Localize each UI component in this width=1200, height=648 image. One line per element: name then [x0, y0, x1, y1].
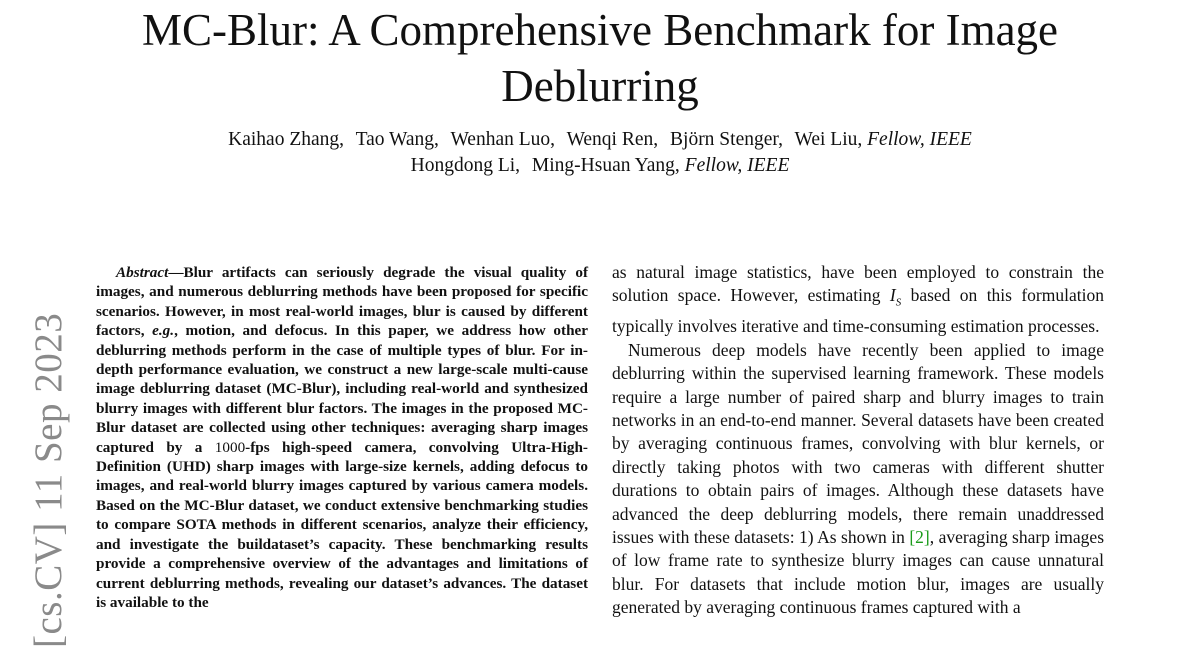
- abstract-dash: —: [168, 264, 184, 281]
- author-honor: Fellow, IEEE: [684, 155, 790, 176]
- author-name: Björn Stenger,: [670, 129, 783, 150]
- abstract-paragraph: [96, 263, 588, 612]
- body-text: based on this formulation typically involves iterative and time-consuming estimation processes.: [612, 285, 1104, 337]
- paper-title: [80, 2, 1120, 114]
- author-line-2: [100, 153, 1100, 179]
- author-line-1: [100, 127, 1100, 153]
- citation-link[interactable]: [2]: [909, 526, 930, 547]
- body-column-right: [612, 261, 1104, 620]
- fps-value: 1000: [214, 438, 246, 456]
- author-name: Tao Wang,: [355, 129, 439, 150]
- author-list: [100, 127, 1100, 179]
- body-text: as natural image statistics, have been employed to constrain the solution space. However, estimating: [612, 262, 1104, 306]
- abstract-text-2: , motion, and defocus. In this paper, we address how other deblurring methods perform in the case of multiple types of blur. For in-depth performance evaluation, we construct a new large-scale multi-cause image deblurring dataset (MC-Blur), including real-world and synthesized blurry images with different blur factors. The images in the proposed MC-Blur dataset are collected using other techniques: averaging sharp images captured by a: [96, 322, 588, 456]
- author-name: Hongdong Li,: [410, 155, 521, 176]
- body-paragraph-2: [612, 339, 1104, 620]
- title-line-1: MC-Blur: A Comprehensive Benchmark for Image: [141, 5, 1059, 55]
- abstract-eg: e.g.: [152, 322, 175, 340]
- abstract-block: [96, 263, 588, 612]
- body-text: Numerous deep models have recently been applied to image deblurring within the supervised learning framework. These models require a large number of paired sharp and blurry images to train networks in an end-to-end manner. Several datasets have been created by averaging continuous frames, convolving with blur kernels, or directly taking photos with two cameras with different shutter durations to obtain pairs of images. Although these datasets have advanced the deep deblurring models, there remain unaddressed issues with these datasets: 1) As shown in: [612, 339, 1104, 547]
- author-name: Ming-Hsuan Yang,: [531, 155, 680, 176]
- title-line-2: Deblurring: [501, 61, 699, 111]
- abstract-label: Abstract: [116, 264, 169, 281]
- abstract-text-3: -fps high-speed camera, convolving Ultra-High-Definition (UHD) sharp images with large-size kernels, adding defocus to images, and real-world blurry images captured by various camera models. Based on the MC-Blur dataset, we conduct extensive benchmarking studies to compare SOTA methods in different scenarios, analyze their efficiency, and investigate the buildataset’s capacity. These benchmarking results provide a comprehensive overview of the advantages and limitations of current deblurring methods, revealing our dataset’s advances. The dataset is available to the: [96, 438, 588, 611]
- author-name: Wenqi Ren,: [566, 129, 659, 150]
- math-subscript: S: [895, 296, 902, 309]
- math-symbol: [889, 285, 902, 309]
- math-base: I: [889, 285, 896, 306]
- body-paragraph-1: [612, 261, 1104, 339]
- body-text: , averaging sharp images of low frame rate to synthesize blurry images can cause unnatural blur. For datasets that include motion blur, images are usually generated by averaging continuous frames captured with a: [612, 526, 1105, 618]
- author-honor: Fellow, IEEE: [867, 129, 972, 150]
- author-name: Wenhan Luo,: [450, 129, 556, 150]
- author-name: Kaihao Zhang,: [228, 129, 345, 150]
- author-name: Wei Liu,: [794, 129, 863, 150]
- abstract-text-1: Blur artifacts can seriously degrade the visual quality of images, and numerous deblurring methods have been proposed for specific scenarios. However, in most real-world images, blur is caused by different factors,: [96, 264, 588, 340]
- arxiv-stamp: [cs.CV] 11 Sep 2023: [27, 312, 70, 648]
